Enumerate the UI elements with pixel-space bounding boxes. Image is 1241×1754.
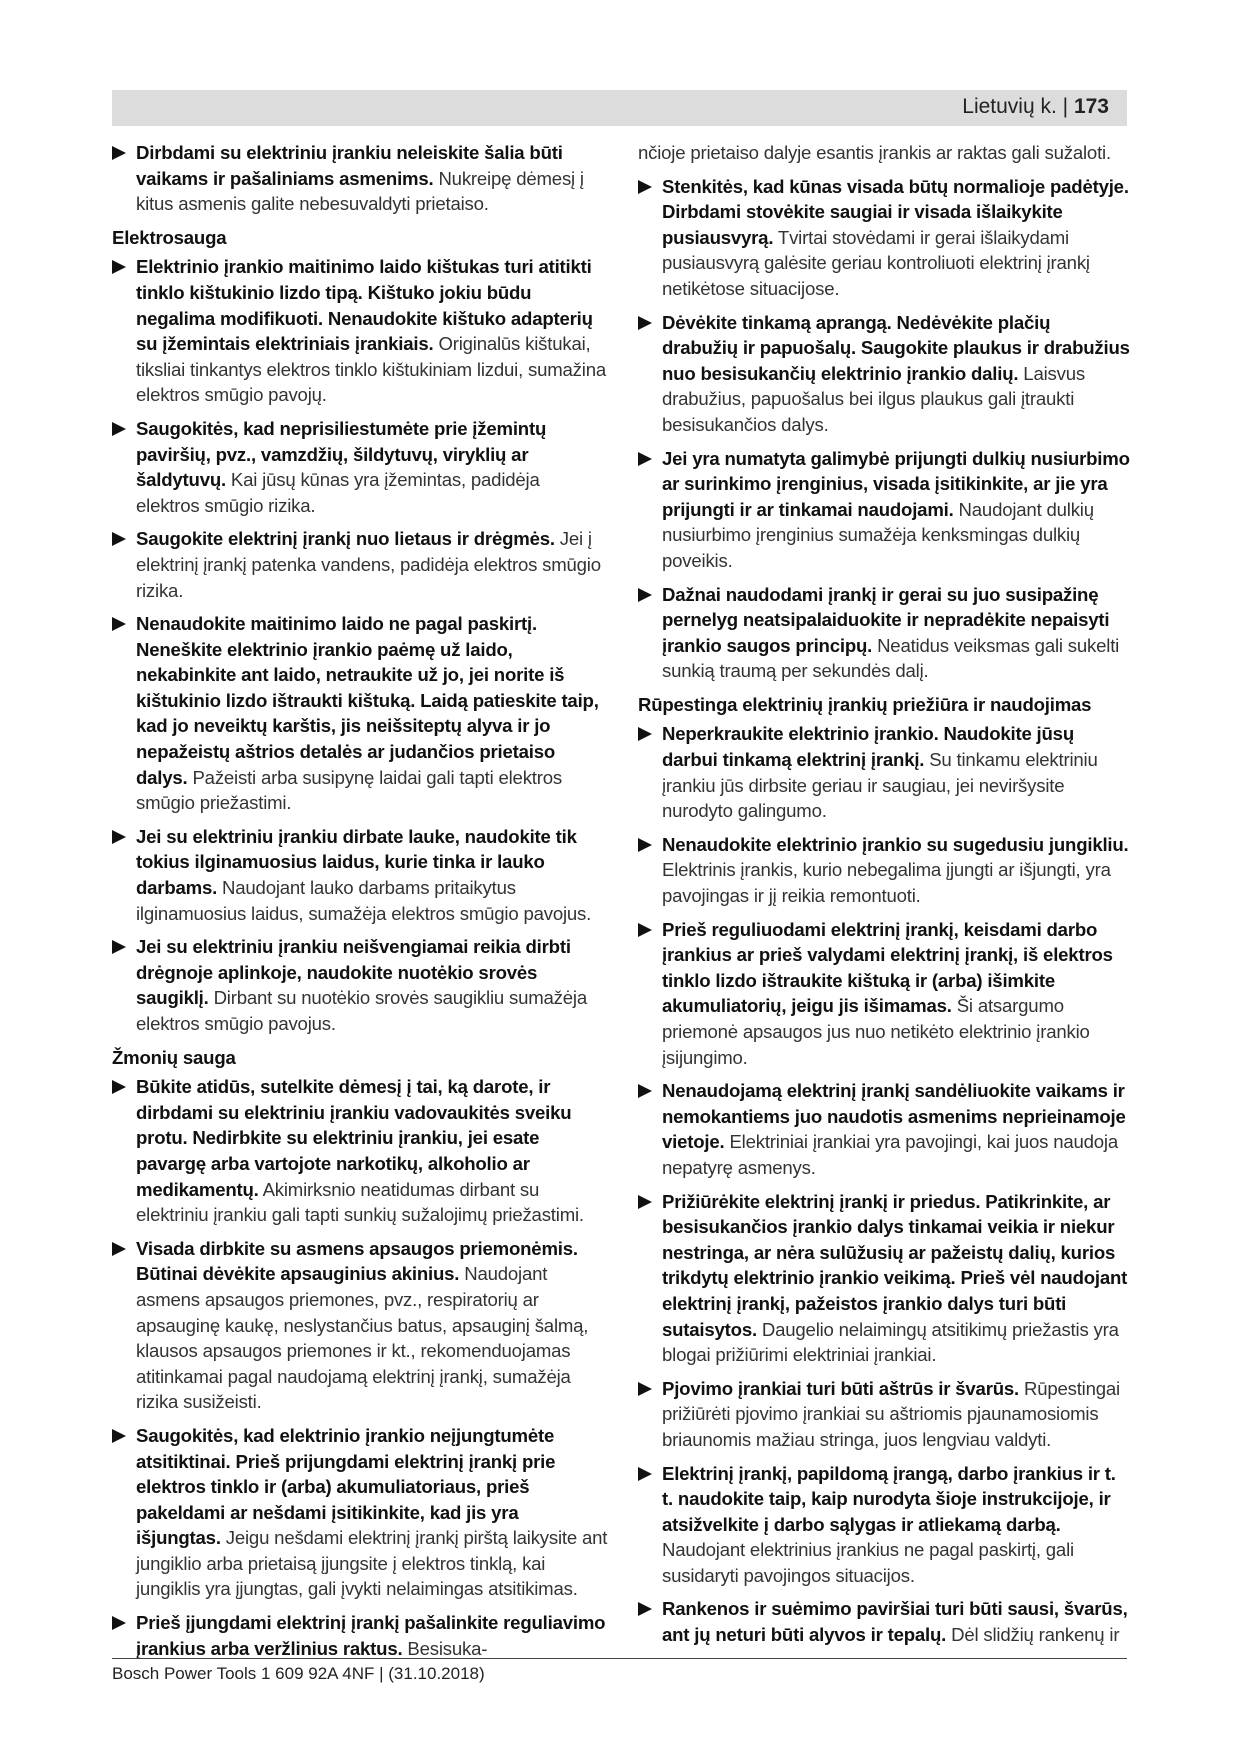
- safety-explanation: Naudojant asmens apsaugos priemones, pvz., respiratorių ar apsauginę kaukę, neslystančius batus, apsauginį šalmą, klausos apsaugos priemones ir kt., rekomenduojamas atitinkamai pagal naudojamą elektrinį įrankį, sumažėja rizika susižeisti.: [136, 1263, 589, 1413]
- safety-instruction: Nenaudokite elektrinio įrankio su sugedusiu jungikliu.: [662, 833, 1129, 855]
- bullet-triangle-icon: [112, 532, 126, 546]
- bullet-triangle-icon: [638, 452, 652, 466]
- safety-item: [112, 1423, 608, 1602]
- bullet-triangle-icon: [638, 1195, 652, 1209]
- safety-explanation: Neatidus veiksmas gali sukelti sunkią traumą per sekundės dalį.: [662, 634, 1120, 682]
- safety-instruction: Dažnai naudodami įrankį ir gerai su juo susipažinę pernelyg neatsipalaiduokite ir nepradėkite nepaisyti įrankio saugos principų.: [662, 583, 1110, 656]
- bullet-triangle-icon: [638, 316, 652, 330]
- safety-item: [638, 1078, 1130, 1180]
- bullet-triangle-icon: [638, 838, 652, 852]
- safety-instruction: Saugokite elektrinį įrankį nuo lietaus ir drėgmės.: [136, 528, 555, 550]
- safety-instruction: Pjovimo įrankiai turi būti aštrūs ir švarūs.: [662, 1377, 1019, 1399]
- safety-item: [112, 611, 608, 816]
- bullet-triangle-icon: [112, 830, 126, 844]
- safety-item: [638, 1376, 1130, 1453]
- safety-instruction: Prieš įjungdami elektrinį įrankį pašalinkite reguliavimo įrankius arba veržlinius raktus.: [136, 1612, 606, 1659]
- safety-instruction: Nenaudokite maitinimo laido ne pagal paskirtį. Neneškite elektrinio įrankio paėmę už laido, nekabinkite ant laido, netraukite už jo, jei norite iš kištukinio lizdo ištraukti kištuką. Laidą patieskite taip, kad jo neveiktų karštis, jis neišsiteptų alyva ir jo nepažeistų aštrios detalės ar judančios prietaiso dalys.: [136, 613, 599, 788]
- safety-item: [638, 832, 1130, 909]
- bullet-triangle-icon: [638, 727, 652, 741]
- safety-instruction: Prieš reguliuodami elektrinį įrankį, keisdami darbo įrankius ar prieš valydami elektrinį įrankį, iš elektros tinklo lizdo ištraukite kištuką ir (arba) išimkite akumuliatorių, jeigu jis išimamas.: [662, 918, 1113, 1017]
- safety-instruction: Visada dirbkite su asmens apsaugos priemonėmis. Būtinai dėvėkite apsauginius akinius.: [136, 1237, 578, 1285]
- bullet-triangle-icon: [638, 180, 652, 194]
- bullet-triangle-icon: [638, 923, 652, 937]
- safety-item: [638, 310, 1130, 438]
- safety-instruction: Neperkraukite elektrinio įrankio. Naudokite jūsų darbui tinkamą elektrinį įrankį.: [662, 723, 1074, 771]
- page-header-bar: [112, 90, 1127, 126]
- header-language: Lietuvių k. |: [962, 95, 1074, 118]
- safety-instruction: Jei su elektriniu įrankiu neišvengiamai reikia dirbti drėgnoje aplinkoje, naudokite nuotėkio srovės saugiklį.: [136, 936, 571, 1009]
- safety-explanation: Elektriniai įrankiai yra pavojingi, kai juos naudoja nepatyrę asmenys.: [662, 1131, 1118, 1178]
- bullet-triangle-icon: [638, 1084, 652, 1098]
- safety-explanation: Laisvus drabužius, papuošalus bei ilgus plaukus gali įtraukti besisukančios dalys.: [662, 362, 1085, 435]
- bullet-triangle-icon: [112, 1242, 126, 1256]
- safety-instruction: Elektrinį įrankį, papildomą įrangą, darbo įrankius ir t. t. naudokite taip, kaip nurodyta šioje instrukcijoje, ir atsižvelkite į darbo sąlygas ir atliekamą darbą.: [662, 1462, 1116, 1535]
- bullet-triangle-icon: [112, 260, 126, 274]
- safety-item: [112, 824, 608, 926]
- safety-item: [112, 254, 608, 408]
- safety-explanation: Rūpestingai prižiūrėti pjovimo įrankiai su aštriomis pjaunamosiomis briaunomis mažiau stringa, juos lengviau valdyti.: [662, 1377, 1120, 1450]
- bullet-triangle-icon: [112, 146, 126, 160]
- safety-explanation: Naudojant dulkių nusiurbimo įrenginius sumažėja kenksmingas dulkių poveikis.: [662, 498, 1094, 571]
- safety-explanation: Naudojant lauko darbams pritaikytus ilginamuosius laidus, sumažėja elektros smūgio pavojus.: [136, 877, 592, 924]
- safety-item: [638, 721, 1130, 823]
- safety-instruction: Būkite atidūs, sutelkite dėmesį į tai, ką darote, ir dirbdami su elektriniu įrankiu vadovaukitės sveiku protu. Nedirbkite su elektriniu įrankiu, jei esate pavargę arba vartojote narkotikų, alkoholio ar medikamentų.: [136, 1076, 572, 1200]
- safety-instruction: Saugokitės, kad neprisiliestumėte prie įžemintų paviršių, pvz., vamzdžių, šildytuvų, viryklių ar šaldytuvų.: [136, 417, 547, 491]
- safety-explanation: Tvirtai stovėdami ir gerai išlaikydami pusiausvyrą galėsite geriau kontroliuoti elektrinį įrankį netikėtose situacijose.: [662, 226, 1090, 299]
- safety-instruction: Nenaudojamą elektrinį įrankį sandėliuokite vaikams ir nemokantiems juo naudotis asmenims neprieinamoje vietoje.: [662, 1080, 1126, 1153]
- safety-item: [112, 140, 608, 217]
- safety-item: [112, 1074, 608, 1228]
- bullet-triangle-icon: [112, 1616, 126, 1630]
- safety-instruction: Dėvėkite tinkamą aprangą. Nedėvėkite plačių drabužių ir papuošalų. Saugokite plaukus ir drabužius nuo besisukančių elektrinio įrankio dalių.: [662, 311, 1130, 384]
- left-column: [112, 140, 608, 1669]
- bullet-triangle-icon: [638, 588, 652, 602]
- safety-item: [638, 1596, 1130, 1647]
- safety-explanation: Akimirksnio neatidumas dirbant su elektriniu įrankiu gali tapti sunkių sužalojimų priežastimi.: [136, 1178, 584, 1226]
- bullet-triangle-icon: [112, 617, 126, 631]
- safety-instruction: Dirbdami su elektriniu įrankiu neleiskite šalia būti vaikams ir pašaliniams asmenims.: [136, 142, 563, 189]
- safety-item: [112, 934, 608, 1036]
- footer-divider: [112, 1658, 1127, 1659]
- bullet-triangle-icon: [638, 1382, 652, 1396]
- page-header: [962, 95, 1109, 119]
- safety-instruction: Stenkitės, kad kūnas visada būtų normalioje padėtyje. Dirbdami stovėkite saugiai ir visada išlaikykite pusiausvyrą.: [662, 175, 1129, 248]
- safety-explanation: Daugelio nelaimingų atsitikimų priežastis yra blogai prižiūrimi elektriniai įrankiai.: [662, 1318, 1119, 1366]
- safety-explanation: Dirbant su nuotėkio srovės saugikliu sumažėja elektros smūgio pavojus.: [136, 987, 587, 1034]
- bullet-triangle-icon: [112, 1080, 126, 1094]
- safety-explanation: Nukreipę dėmesį į kitus asmenis galite nebesuvaldyti prietaiso.: [136, 167, 584, 215]
- safety-instruction: Rankenos ir suėmimo paviršiai turi būti sausi, švarūs, ant jų neturi būti alyvos ir tepalų.: [662, 1598, 1128, 1646]
- right-column: [638, 140, 1130, 1656]
- safety-instruction: Prižiūrėkite elektrinį įrankį ir priedus. Patikrinkite, ar besisukančios įrankio dalys tinkamai veikia ir niekur nestringa, ar nėra sulūžusių ar pažeistų dalių, kurios trikdytų elektrinio įrankio veikimą. Prieš vėl naudojant elektrinį įrankį, pažeistos įrankio dalys turi būti sutaisytos.: [662, 1190, 1128, 1340]
- safety-item: [638, 1189, 1130, 1368]
- bullet-triangle-icon: [638, 1602, 652, 1616]
- safety-explanation: Su tinkamu elektriniu įrankiu jūs dirbsite geriau ir saugiau, jei neviršysite nurodyto galingumo.: [662, 749, 1098, 822]
- safety-explanation: Pažeisti arba susipynę laidai gali tapti elektros smūgio priežastimi.: [136, 766, 562, 814]
- safety-explanation: Jei į elektrinį įrankį patenka vandens, padidėja elektros smūgio rizika.: [136, 528, 601, 601]
- safety-item: [638, 174, 1130, 302]
- section-heading: Elektrosauga: [112, 226, 227, 248]
- footer-text: Bosch Power Tools 1 609 92A 4NF | (31.10.2018): [112, 1664, 485, 1683]
- safety-item: [638, 446, 1130, 574]
- safety-item: [638, 582, 1130, 684]
- section-heading: Žmonių sauga: [112, 1046, 236, 1068]
- safety-explanation: Naudojant elektrinius įrankius ne pagal paskirtį, gali susidaryti pavojingos situacijos.: [662, 1539, 1074, 1586]
- safety-item: [112, 416, 608, 518]
- safety-instruction: Jei su elektriniu įrankiu dirbate lauke, naudokite tik tokius ilginamuosius laidus, kurie tinka ir lauko darbams.: [136, 825, 577, 899]
- safety-item: [112, 1610, 608, 1661]
- section-heading: Rūpestinga elektrinių įrankių priežiūra ir naudojimas: [638, 693, 1092, 715]
- bullet-triangle-icon: [112, 422, 126, 436]
- safety-explanation: Kai jūsų kūnas yra įžemintas, padidėja elektros smūgio rizika.: [136, 469, 540, 516]
- safety-instruction: Elektrinio įrankio maitinimo laido kištukas turi atitikti tinklo kištukinio lizdo tipą. Kištuko jokiu būdu negalima modifikuoti. Nenaudokite kištuko adapterių su įžemintais elektriniais įrankiais.: [136, 256, 593, 355]
- safety-explanation: Originalūs kištukai, tiksliai tinkantys elektros tinklo kištukiniam lizdui, sumažina elektros smūgio pavojų.: [136, 333, 606, 406]
- bullet-triangle-icon: [112, 940, 126, 954]
- bullet-triangle-icon: [638, 1467, 652, 1481]
- safety-explanation: Jeigu nešdami elektrinį įrankį pirštą laikysite ant jungiklio arba prietaisą įjungsite į elektros tinklą, kai jungiklis yra įjungtas, gali įvykti nelaimingas atsitikimas.: [136, 1527, 608, 1600]
- safety-item: [112, 526, 608, 603]
- paragraph-continuation: nčioje prietaiso dalyje esantis įrankis ar raktas gali sužaloti.: [638, 142, 1111, 163]
- safety-explanation: Dėl slidžių rankenų ir: [946, 1624, 1120, 1646]
- safety-explanation: Elektrinis įrankis, kurio nebegalima įjungti ar išjungti, yra pavojingas ir jį reikia remontuoti.: [662, 859, 1111, 907]
- safety-instruction: Jei yra numatyta galimybė prijungti dulkių nusiurbimo ar surinkimo įrenginius, visada įsitikinkite, ar jie yra prijungti ir ar tinkamai naudojami.: [662, 447, 1130, 520]
- safety-explanation: Besisuka-: [402, 1637, 488, 1659]
- safety-instruction: Saugokitės, kad elektrinio įrankio neįjungtumėte atsitiktinai. Prieš prijungdami elektrinį įrankį prie elektros tinklo ir (arba) akumuliatoriaus, prieš pakeldami ar nešdami įsitikinkite, kad jis yra išjungtas.: [136, 1424, 556, 1549]
- safety-item: [638, 1461, 1130, 1589]
- bullet-triangle-icon: [112, 1429, 126, 1443]
- safety-explanation: Ši atsargumo priemonė apsaugos jus nuo netikėto elektrinio įrankio įsijungimo.: [662, 995, 1090, 1068]
- safety-item: [638, 917, 1130, 1071]
- page-number: 173: [1073, 95, 1109, 118]
- safety-item: [112, 1236, 608, 1415]
